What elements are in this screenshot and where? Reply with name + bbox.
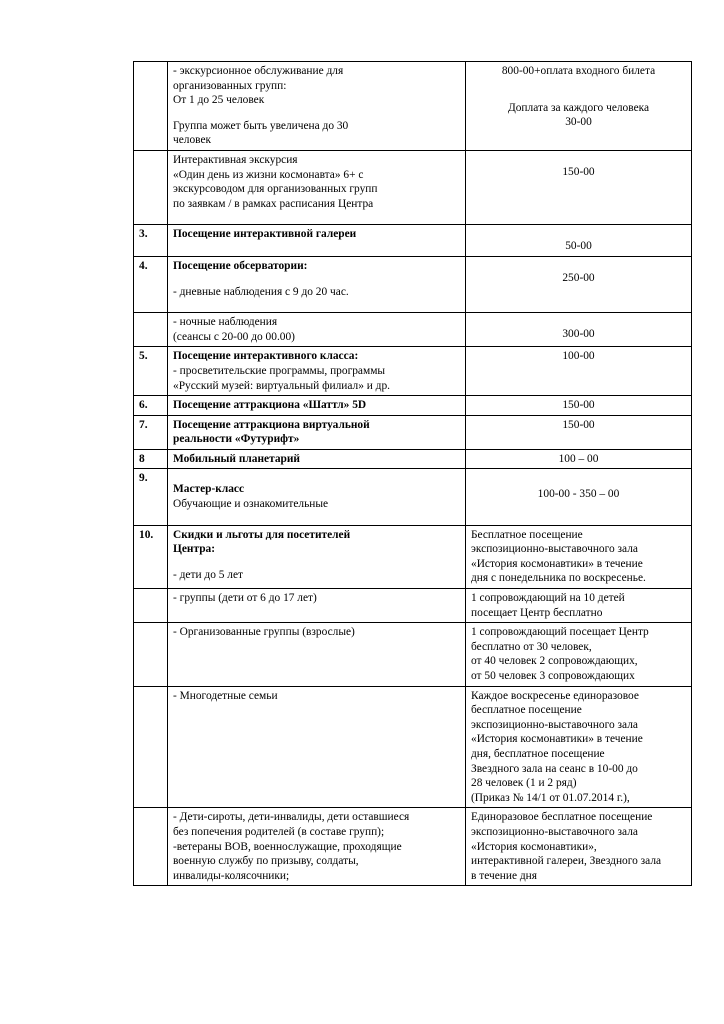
desc-line: (сеансы с 20-00 до 00.00): [173, 330, 295, 343]
desc-line: без попечения родителей (в составе групп);: [173, 825, 385, 838]
row-number: 8: [134, 449, 168, 469]
price-line: «История космонавтики»,: [471, 840, 597, 853]
table-row: [134, 686, 692, 808]
row-number: [134, 313, 168, 347]
price-line: 100 – 00: [558, 452, 599, 465]
row-number: 4.: [134, 256, 168, 312]
price-line: 50-00: [565, 240, 592, 253]
row-description: [168, 525, 466, 588]
desc-line: Интерактивная экскурсия: [173, 153, 298, 166]
price-line: посещает Центр бесплатно: [471, 606, 603, 619]
row-number: [134, 623, 168, 686]
row-description: [168, 347, 466, 396]
row-description: [168, 415, 466, 449]
price-line: от 50 человек 3 сопровождающих: [471, 670, 635, 682]
row-description: [168, 686, 466, 808]
price-line: в течение дня: [471, 869, 537, 882]
desc-line: - экскурсионное обслуживание для: [173, 65, 344, 77]
desc-line: Посещение аттракциона виртуальной: [173, 418, 370, 431]
table-row: [134, 469, 692, 525]
table-row: [134, 623, 692, 686]
row-price: [466, 469, 692, 525]
table-row: [134, 225, 692, 257]
desc-line: Обучающие и ознакомительные: [173, 498, 329, 511]
desc-line: Посещение интерактивного класса:: [173, 350, 359, 363]
desc-line: «Русский музей: виртуальный филиал» и др.: [173, 379, 391, 392]
price-line: дня, бесплатное посещение: [471, 747, 605, 760]
row-number: [134, 686, 168, 808]
row-description: [168, 589, 466, 623]
desc-line: Посещение обсерватории:: [173, 259, 308, 272]
row-price: [466, 808, 692, 886]
row-number: 7.: [134, 415, 168, 449]
blank-line: [173, 299, 460, 310]
table-row: [134, 396, 692, 416]
blank-line: [173, 108, 460, 119]
desc-line: Мобильный планетарий: [173, 452, 300, 465]
desc-line: инвалиды-колясочники;: [173, 869, 290, 882]
price-line: 150-00: [562, 399, 595, 412]
row-description: [168, 808, 466, 886]
table-row: [134, 150, 692, 224]
price-line: «История космонавтики» в течение: [471, 557, 643, 570]
desc-line: -ветераны ВОВ, военнослужащие, проходящие: [173, 840, 402, 853]
blank-line: [173, 512, 460, 523]
row-description: [168, 449, 466, 469]
price-line: Звездного зала на сеанс в 10-00 до: [471, 762, 638, 775]
row-number: [134, 150, 168, 224]
price-line-group: [471, 101, 686, 130]
table-row: [134, 525, 692, 588]
price-line: Бесплатное посещение: [471, 528, 583, 541]
desc-line: - дневные наблюдения с 9 до 20 час.: [173, 285, 349, 298]
row-description: [168, 313, 466, 347]
row-price: [466, 525, 692, 588]
table-row: [134, 347, 692, 396]
price-line: 1 сопровождающий посещает Центр: [471, 626, 649, 639]
row-price: [466, 347, 692, 396]
row-price: [466, 225, 692, 257]
row-description: [168, 256, 466, 312]
row-price: [466, 150, 692, 224]
row-price: [466, 415, 692, 449]
row-number: 5.: [134, 347, 168, 396]
row-description: [168, 62, 466, 151]
table-row: [134, 589, 692, 623]
price-line: 30-00: [565, 116, 592, 129]
desc-line: - Многодетные семьи: [173, 689, 278, 702]
blank-line: [173, 557, 460, 568]
row-price: [466, 686, 692, 808]
table-row: [134, 449, 692, 469]
price-line: 1 сопровождающий на 10 детей: [471, 592, 625, 605]
blank-line: [173, 211, 460, 222]
price-line: 150-00: [562, 418, 595, 431]
blank-line: [173, 471, 460, 482]
row-number: [134, 589, 168, 623]
price-line: 250-00: [562, 271, 595, 284]
price-line: (Приказ № 14/1 от 01.07.2014 г.),: [471, 791, 630, 804]
table-row: [134, 256, 692, 312]
row-price: [466, 256, 692, 312]
price-line: бесплатно от 30 человек,: [471, 640, 592, 653]
desc-line: - ночные наблюдения: [173, 316, 278, 329]
price-line: дня с понедельника по воскресенье.: [471, 572, 646, 585]
desc-line: - просветительские программы, программы: [173, 364, 386, 377]
row-price: [466, 396, 692, 416]
desc-line: От 1 до 25 человек: [173, 94, 265, 107]
desc-line: «Один день из жизни космонавта» 6+ с: [173, 168, 364, 181]
price-line: 300-00: [562, 328, 595, 341]
table-row: [134, 808, 692, 886]
row-number: 10.: [134, 525, 168, 588]
row-description: [168, 623, 466, 686]
desc-line: Центра:: [173, 543, 216, 556]
row-price: [466, 313, 692, 347]
desc-line: - дети до 5 лет: [173, 568, 244, 581]
table-row: [134, 313, 692, 347]
row-number: [134, 62, 168, 151]
desc-line: - Организованные группы (взрослые): [173, 626, 355, 639]
price-line: 100-00: [562, 350, 595, 363]
price-line: 150-00: [562, 165, 595, 178]
price-line: Доплата за каждого человека: [507, 101, 650, 114]
desc-line: экскурсоводом для организованных групп: [173, 183, 378, 196]
row-number: [134, 808, 168, 886]
price-line: 100-00 - 350 – 00: [537, 488, 620, 501]
price-list-table: [133, 61, 692, 886]
row-number: 9.: [134, 469, 168, 525]
row-description: [168, 150, 466, 224]
desc-line: по заявкам / в рамках расписания Центра: [173, 197, 374, 210]
desc-line: военную службу по призыву, солдаты,: [173, 855, 359, 868]
row-description: [168, 225, 466, 257]
price-line: экспозиционно-выставочного зала: [471, 825, 638, 838]
desc-line: Группа может быть увеличена до 30: [173, 119, 349, 132]
desc-line: - Дети-сироты, дети-инвалиды, дети оставшиеся: [173, 811, 410, 824]
desc-line: Посещение аттракциона «Шаттл» 5D: [173, 399, 367, 412]
desc-line: реальности «Футурифт»: [173, 433, 300, 446]
row-description: [168, 396, 466, 416]
row-number: 3.: [134, 225, 168, 257]
desc-line: Посещение интерактивной галереи: [173, 228, 357, 241]
price-line: 800-00+оплата входного билета: [501, 65, 656, 77]
blank-line: [173, 274, 460, 285]
desc-line: Мастер-класс: [173, 483, 245, 496]
blank-line: [173, 606, 460, 617]
price-line: экспозиционно-выставочного зала: [471, 718, 638, 731]
row-description: [168, 469, 466, 525]
desc-line: человек: [173, 134, 212, 147]
table-row: [134, 415, 692, 449]
desc-line: Скидки и льготы для посетителей: [173, 528, 351, 541]
price-line: 28 человек (1 и 2 ряд): [471, 777, 577, 790]
row-price: [466, 62, 692, 151]
price-line: бесплатное посещение: [471, 704, 582, 717]
desc-line: - группы (дети от 6 до 17 лет): [173, 592, 317, 605]
table-row: [134, 62, 692, 151]
price-line: экспозиционно-выставочного зала: [471, 543, 638, 556]
row-number: 6.: [134, 396, 168, 416]
row-price: [466, 623, 692, 686]
price-line-group: [471, 165, 686, 180]
price-line: «История космонавтики» в течение: [471, 733, 643, 746]
row-price: [466, 589, 692, 623]
price-line: Единоразовое бесплатное посещение: [471, 811, 653, 824]
price-line: интерактивной галереи, Звездного зала: [471, 855, 662, 868]
price-line: от 40 человек 2 сопровождающих,: [471, 655, 638, 668]
blank-line: [173, 242, 460, 253]
desc-line: организованных групп:: [173, 79, 287, 92]
price-line: Каждое воскресенье единоразовое: [471, 689, 639, 702]
row-price: [466, 449, 692, 469]
